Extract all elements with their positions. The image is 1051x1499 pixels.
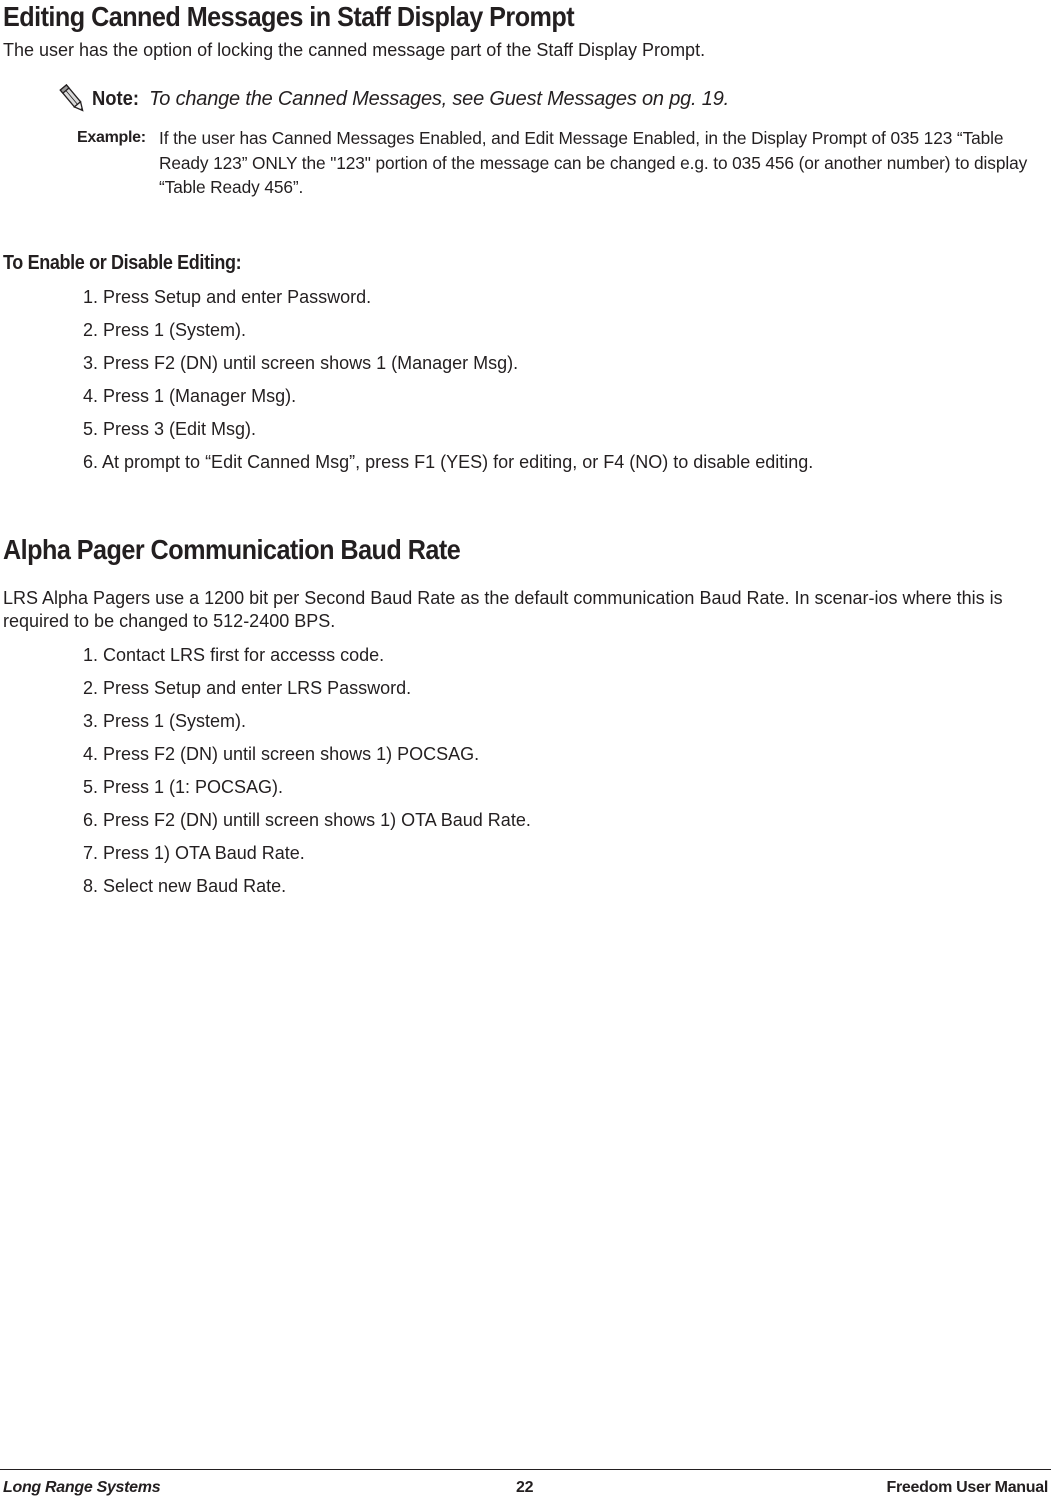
example-label: Example: (77, 129, 146, 146)
section-intro-baud-rate: LRS Alpha Pagers use a 1200 bit per Second Baud Rate as the default communication Baud Rate. In scenar-ios where this is required to be changed to 512-2400 BPS. (3, 588, 1003, 631)
list-item: 6. At prompt to “Edit Canned Msg”, press F1 (YES) for editing, or F4 (NO) to disable editing. (83, 452, 814, 472)
list-item: 5. Press 3 (Edit Msg). (83, 419, 257, 439)
page-number: 22 (516, 1479, 534, 1496)
example-text: If the user has Canned Messages Enabled, and Edit Message Enabled, in the Display Prompt of 035 123 “Table Ready 123” ONLY the "123" portion of the message can be changed e.g. to 035 456 (or another number) to display “Table Ready 456”. (159, 128, 1028, 197)
subheading-enable-disable-editing: To Enable or Disable Editing: (3, 252, 242, 274)
list-item: 2. Press 1 (System). (83, 320, 247, 340)
list-item: 5. Press 1 (1: POCSAG). (83, 777, 284, 797)
steps-list-baud-rate (83, 644, 531, 908)
footer-divider (0, 1469, 1051, 1470)
list-item: 8. Select new Baud Rate. (83, 876, 287, 896)
footer-company: Long Range Systems (3, 1479, 161, 1496)
section-heading-baud-rate: Alpha Pager Communication Baud Rate (3, 534, 461, 565)
note-label: Note: (92, 87, 140, 110)
list-item: 2. Press Setup and enter LRS Password. (83, 678, 412, 698)
steps-list-editing (83, 286, 813, 484)
footer-manual-title: Freedom User Manual (886, 1479, 1048, 1496)
note-text: To change the Canned Messages, see Guest Messages on pg. 19. (149, 87, 729, 110)
pencil-icon (58, 82, 88, 116)
list-item: 4. Press 1 (Manager Msg). (83, 386, 297, 406)
list-item: 6. Press F2 (DN) untill screen shows 1) OTA Baud Rate. (83, 810, 531, 830)
note-callout (58, 82, 729, 116)
list-item: 3. Press 1 (System). (83, 711, 247, 731)
list-item: 1. Press Setup and enter Password. (83, 287, 372, 307)
section-intro-editing: The user has the option of locking the canned message part of the Staff Display Prompt. (3, 40, 706, 60)
list-item: 3. Press F2 (DN) until screen shows 1 (Manager Msg). (83, 353, 519, 373)
list-item: 1. Contact LRS first for accesss code. (83, 645, 385, 665)
section-heading-editing-canned-messages: Editing Canned Messages in Staff Display Prompt (3, 1, 575, 32)
list-item: 7. Press 1) OTA Baud Rate. (83, 843, 305, 863)
list-item: 4. Press F2 (DN) until screen shows 1) POCSAG. (83, 744, 480, 764)
